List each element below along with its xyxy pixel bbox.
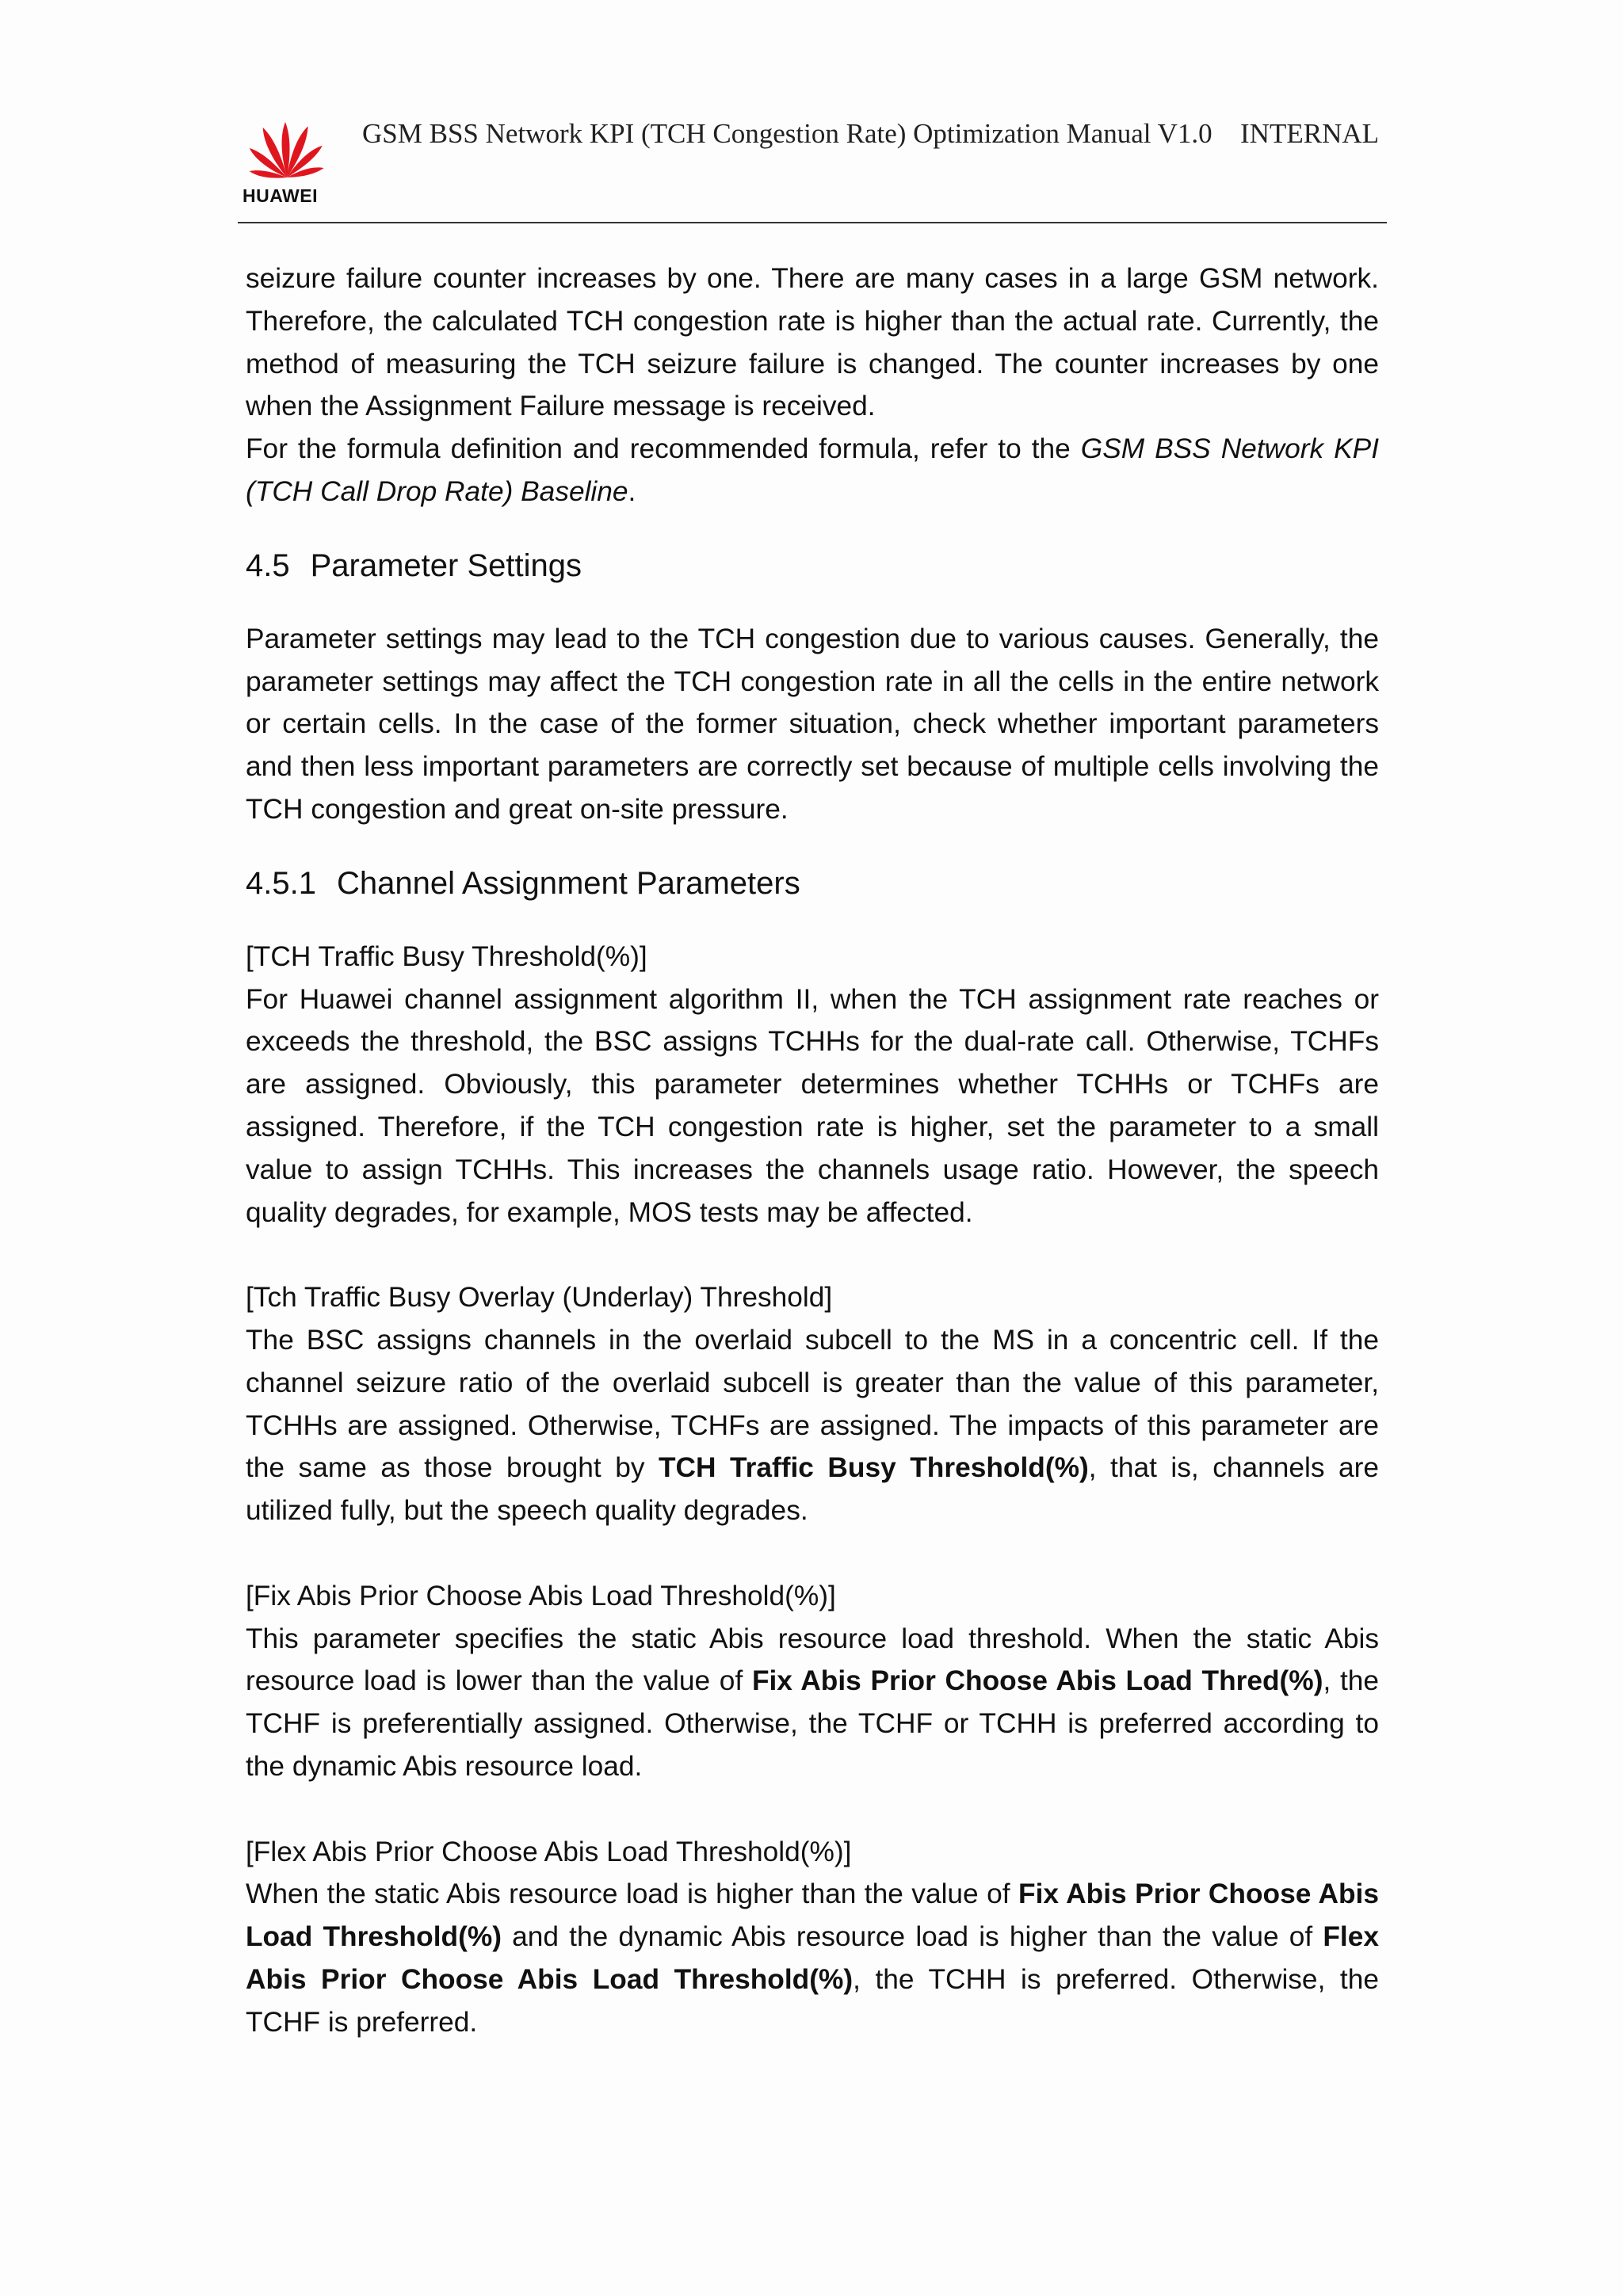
paragraph: seizure failure counter increases by one. There are many cases in a large GSM network. Therefore, the calculated TCH congestion rate is higher than the actual rate. Currently, the method of measuring the TCH seizure failure is changed. The counter increases by one when the Assignment Failure message is received. [246,263,1379,422]
parameter-name: [Flex Abis Prior Choose Abis Load Threshold(%)] [246,1836,852,1867]
reference-title: GSM BSS Network KPI (TCH Call Drop Rate) Baseline [246,433,1379,507]
parameter-name: [TCH Traffic Busy Threshold(%)] [246,940,647,972]
paragraph: Parameter settings may lead to the TCH congestion due to various causes. Generally, the parameter settings may affect the TCH congestion rate in all the cells in the entire network or certain cells. In the case of the former situation, check whether important parameters and then less important parameters are correctly set because of multiple cells involving the TCH congestion and great on-site pressure. [246,623,1379,825]
subsection-heading: 4.5.1 Channel Assignment Parameters [246,865,800,901]
paragraph: The BSC assigns channels in the overlaid subcell to the MS in a concentric cell. If the channel seizure ratio of the overlaid subcell is greater than the value of this parameter, TCHHs are assigned. Otherwise, TCHFs are assigned. The impacts of this parameter are the same as those brought by TCH Traffic Busy Threshold(%), that is, channels are utilized fully, but the speech quality degrades. [246,1324,1379,1527]
paragraph: This parameter specifies the static Abis resource load threshold. When the static Abis resource load is lower than the value of Fix Abis Prior Choose Abis Load Thred(%), the TCHF is preferentially assigned. Otherwise, the TCHF or TCHH is preferred according to the dynamic Abis resource load. [246,1623,1380,1782]
parameter-name: [Tch Traffic Busy Overlay (Underlay) Threshold] [246,1282,833,1314]
logo-text: HUAWEI [242,185,318,206]
document-title: GSM BSS Network KPI (TCH Congestion Rate) Optimization Manual V1.0 [362,118,1212,149]
paragraph: When the static Abis resource load is higher than the value of Fix Abis Prior Choose Abis Load Threshold(%) and the dynamic Abis resource load is higher than the value of Flex Abis Prior Choose Abis Load Threshold(%), the TCHH is preferred. Otherwise, the TCHF is preferred. [246,1878,1379,2038]
parameter-name: [Fix Abis Prior Choose Abis Load Threshold(%)] [246,1580,836,1611]
paragraph: For Huawei channel assignment algorithm II, when the TCH assignment rate reaches or exceeds the threshold, the BSC assigns TCHHs for the dual-rate call. Otherwise, TCHFs are assigned. Obviously, this parameter determines whether TCHHs or TCHFs are assigned. Therefore, if the TCH congestion rate is higher, set the parameter to a small value to assign TCHHs. This increases the channels usage ratio. However, the speech quality degrades, for example, MOS tests may be affected. [246,983,1379,1228]
classification-label: INTERNAL [1240,118,1379,149]
section-heading: 4.5 Parameter Settings [246,547,582,583]
page-header [238,111,1387,223]
paragraph: For the formula definition and recommended formula, refer to the GSM BSS Network KPI (TCH Call Drop Rate) Baseline. [246,433,1379,507]
page-content [246,257,1379,2043]
